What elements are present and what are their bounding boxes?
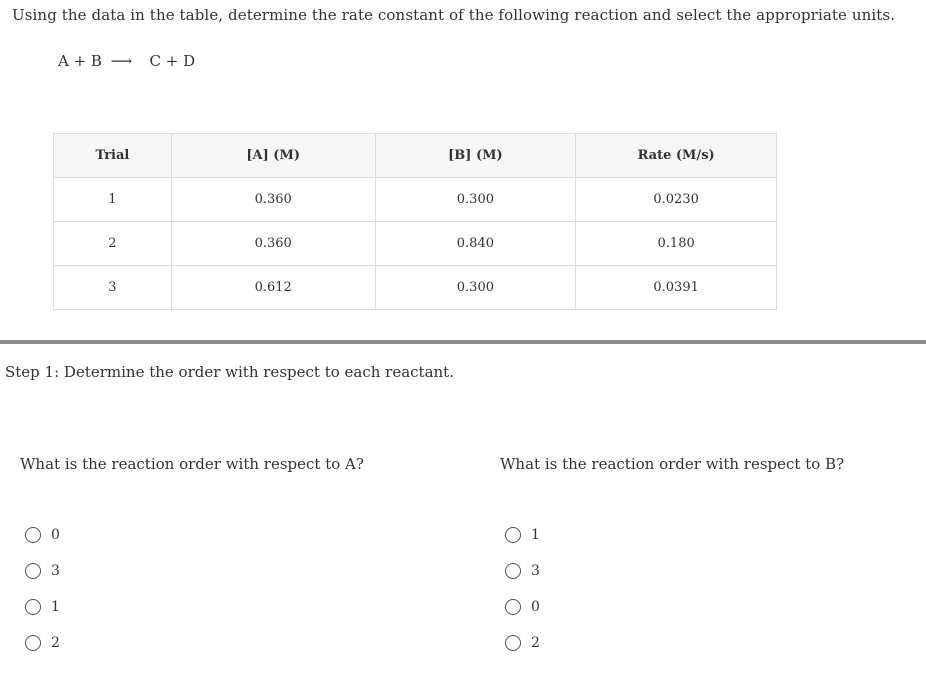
cell-rate: 0.180 [576,222,777,266]
table-header-row [54,134,777,178]
cell-conc-a: 0.360 [171,178,375,222]
reaction-equation [58,52,195,70]
question-text: Using the data in the table, determine the rate constant of the following reaction and select the appropriate units. [12,6,896,24]
cell-conc-a: 0.360 [171,222,375,266]
radio-button[interactable] [505,635,521,651]
option-label: 0 [51,527,60,543]
reaction-arrow: ⟶ [110,52,133,70]
section-divider [0,340,926,344]
cell-conc-b: 0.840 [375,222,576,266]
order-b-options [505,517,540,661]
order-b-question: What is the reaction order with respect to B? [500,455,845,473]
step-heading: Step 1: Determine the order with respect to each reactant. [5,363,454,381]
header-trial: Trial [54,134,172,178]
rate-data-table [53,133,777,310]
table-row [54,266,777,310]
radio-button[interactable] [25,527,41,543]
reactants: A + B [58,52,102,70]
order-a-option[interactable] [25,625,60,661]
radio-button[interactable] [505,599,521,615]
option-label: 0 [531,599,540,615]
order-a-options [25,517,60,661]
products: C + D [149,52,196,70]
header-rate: Rate (M/s) [576,134,777,178]
radio-button[interactable] [505,527,521,543]
option-label: 2 [531,635,540,651]
order-a-option[interactable] [25,589,60,625]
table-row [54,178,777,222]
option-label: 3 [531,563,540,579]
order-a-option[interactable] [25,553,60,589]
radio-button[interactable] [25,563,41,579]
radio-button[interactable] [25,599,41,615]
cell-conc-b: 0.300 [375,178,576,222]
cell-conc-a: 0.612 [171,266,375,310]
option-label: 1 [531,527,540,543]
header-conc-b: [B] (M) [375,134,576,178]
cell-rate: 0.0230 [576,178,777,222]
order-b-option[interactable] [505,625,540,661]
radio-button[interactable] [505,563,521,579]
option-label: 2 [51,635,60,651]
cell-trial: 3 [54,266,172,310]
order-a-question: What is the reaction order with respect to A? [20,455,364,473]
table-row [54,222,777,266]
cell-conc-b: 0.300 [375,266,576,310]
cell-trial: 1 [54,178,172,222]
option-label: 3 [51,563,60,579]
order-b-option[interactable] [505,517,540,553]
order-b-option[interactable] [505,553,540,589]
header-conc-a: [A] (M) [171,134,375,178]
radio-button[interactable] [25,635,41,651]
option-label: 1 [51,599,60,615]
order-a-option[interactable] [25,517,60,553]
cell-trial: 2 [54,222,172,266]
cell-rate: 0.0391 [576,266,777,310]
order-b-option[interactable] [505,589,540,625]
